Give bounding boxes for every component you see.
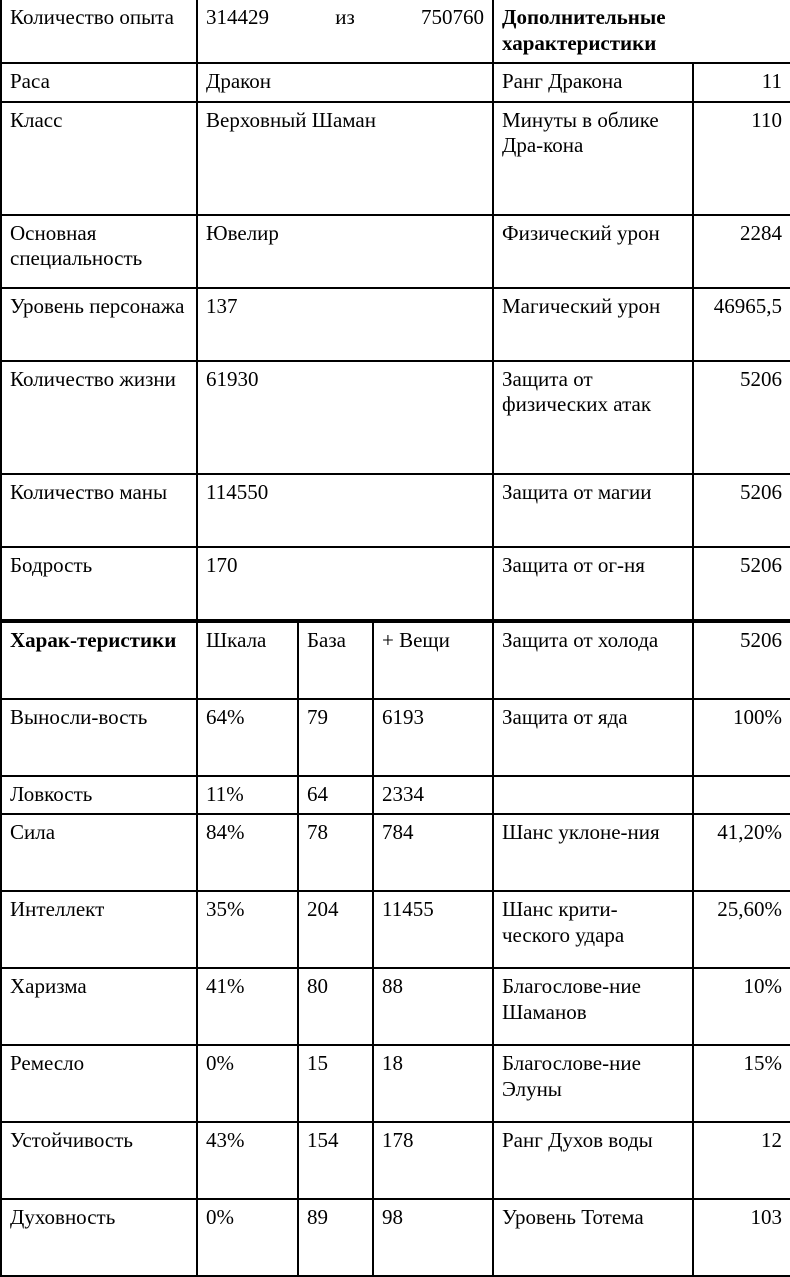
mana-label: Количество маны <box>1 474 197 547</box>
attribute-base: 64 <box>298 776 373 815</box>
experience-current: 314429 <box>206 5 269 29</box>
attribute-base: 78 <box>298 814 373 891</box>
attribute-scale: 11% <box>197 776 298 815</box>
profession-label: Основная специальность <box>1 215 197 288</box>
extra-stat-label: Защита от холода <box>493 621 693 699</box>
table-row-mana <box>1 474 790 547</box>
table-row-health <box>1 361 790 474</box>
health-value: 61930 <box>197 361 493 474</box>
attribute-name: Выносли-вость <box>1 699 197 776</box>
attribute-name: Ремесло <box>1 1045 197 1122</box>
experience-max: 750760 <box>421 5 485 29</box>
class-label: Класс <box>1 102 197 215</box>
attribute-base: 79 <box>298 699 373 776</box>
health-label: Количество жизни <box>1 361 197 474</box>
extra-stat-value: 5206 <box>693 361 790 474</box>
table-row-attribute <box>1 1122 790 1199</box>
extra-stat-label: Защита от физических атак <box>493 361 693 474</box>
table-row-attribute <box>1 968 790 1045</box>
attributes-header-label: Харак-теристики <box>1 621 197 699</box>
race-value: Дракон <box>197 63 493 102</box>
attribute-name: Харизма <box>1 968 197 1045</box>
extra-stat-label: Благослове-ние Шаманов <box>493 968 693 1045</box>
extra-stat-value: 5206 <box>693 621 790 699</box>
race-label: Раса <box>1 63 197 102</box>
extra-stat-label: Физический урон <box>493 215 693 288</box>
table-row-level <box>1 288 790 361</box>
attribute-items: 88 <box>373 968 493 1045</box>
attribute-items: 18 <box>373 1045 493 1122</box>
attribute-scale: 35% <box>197 891 298 968</box>
extra-stat-value: 11 <box>693 63 790 102</box>
table-row-attribute <box>1 699 790 776</box>
attribute-scale: 0% <box>197 1045 298 1122</box>
extra-stat-value: 15% <box>693 1045 790 1122</box>
table-row-attribute <box>1 1199 790 1276</box>
extra-stat-label: Ранг Дракона <box>493 63 693 102</box>
extra-stat-value: 12 <box>693 1122 790 1199</box>
table-row-attributes-header <box>1 621 790 699</box>
column-header-items: + Вещи <box>373 621 493 699</box>
extra-stat-label: Ранг Духов воды <box>493 1122 693 1199</box>
extra-stat-value: 103 <box>693 1199 790 1276</box>
extra-stat-label: Защита от ог-ня <box>493 547 693 621</box>
attribute-items: 784 <box>373 814 493 891</box>
attribute-scale: 43% <box>197 1122 298 1199</box>
experience-label: Количество опыта <box>1 0 197 63</box>
extra-stat-value: 41,20% <box>693 814 790 891</box>
table-row-experience <box>1 0 790 63</box>
attribute-items: 2334 <box>373 776 493 815</box>
attribute-name: Интеллект <box>1 891 197 968</box>
attribute-base: 204 <box>298 891 373 968</box>
table-row-attribute <box>1 814 790 891</box>
table-row-attribute <box>1 891 790 968</box>
level-label: Уровень персонажа <box>1 288 197 361</box>
attribute-scale: 41% <box>197 968 298 1045</box>
mana-value: 114550 <box>197 474 493 547</box>
attribute-items: 6193 <box>373 699 493 776</box>
attribute-name: Духовность <box>1 1199 197 1276</box>
extra-stat-label: Защита от яда <box>493 699 693 776</box>
extra-stat-label: Защита от магии <box>493 474 693 547</box>
column-header-base: База <box>298 621 373 699</box>
extra-stat-value: 10% <box>693 968 790 1045</box>
class-value: Верховный Шаман <box>197 102 493 215</box>
attribute-base: 80 <box>298 968 373 1045</box>
experience-value <box>197 0 493 63</box>
attribute-base: 89 <box>298 1199 373 1276</box>
experience-separator: из <box>335 5 355 29</box>
table-row-attribute <box>1 776 790 815</box>
extra-stat-label: Уровень Тотема <box>493 1199 693 1276</box>
attribute-scale: 64% <box>197 699 298 776</box>
attribute-scale: 84% <box>197 814 298 891</box>
attribute-name: Ловкость <box>1 776 197 815</box>
extra-stat-value: 25,60% <box>693 891 790 968</box>
extra-stat-value: 100% <box>693 699 790 776</box>
extra-stat-value: 110 <box>693 102 790 215</box>
extra-stat-value: 46965,5 <box>693 288 790 361</box>
attribute-name: Сила <box>1 814 197 891</box>
extra-stat-value: 2284 <box>693 215 790 288</box>
extra-stat-value <box>693 776 790 815</box>
attribute-base: 154 <box>298 1122 373 1199</box>
attribute-items: 98 <box>373 1199 493 1276</box>
table-row-class <box>1 102 790 215</box>
extra-stats-section-title: Дополнительные характеристики <box>493 0 790 63</box>
level-value: 137 <box>197 288 493 361</box>
extra-stat-value: 5206 <box>693 547 790 621</box>
table-row-attribute <box>1 1045 790 1122</box>
extra-stat-label <box>493 776 693 815</box>
attribute-items: 11455 <box>373 891 493 968</box>
extra-stat-label: Благослове-ние Элуны <box>493 1045 693 1122</box>
profession-value: Ювелир <box>197 215 493 288</box>
extra-stat-label: Минуты в облике Дра-кона <box>493 102 693 215</box>
extra-stat-label: Магический урон <box>493 288 693 361</box>
extra-stat-label: Шанс уклоне-ния <box>493 814 693 891</box>
vigor-value: 170 <box>197 547 493 621</box>
attribute-items: 178 <box>373 1122 493 1199</box>
extra-stat-label: Шанс крити-ческого удара <box>493 891 693 968</box>
table-row-race <box>1 63 790 102</box>
attribute-name: Устойчивость <box>1 1122 197 1199</box>
attribute-base: 15 <box>298 1045 373 1122</box>
attribute-scale: 0% <box>197 1199 298 1276</box>
extra-stat-value: 5206 <box>693 474 790 547</box>
vigor-label: Бодрость <box>1 547 197 621</box>
table-row-vigor <box>1 547 790 621</box>
table-row-profession <box>1 215 790 288</box>
column-header-scale: Шкала <box>197 621 298 699</box>
